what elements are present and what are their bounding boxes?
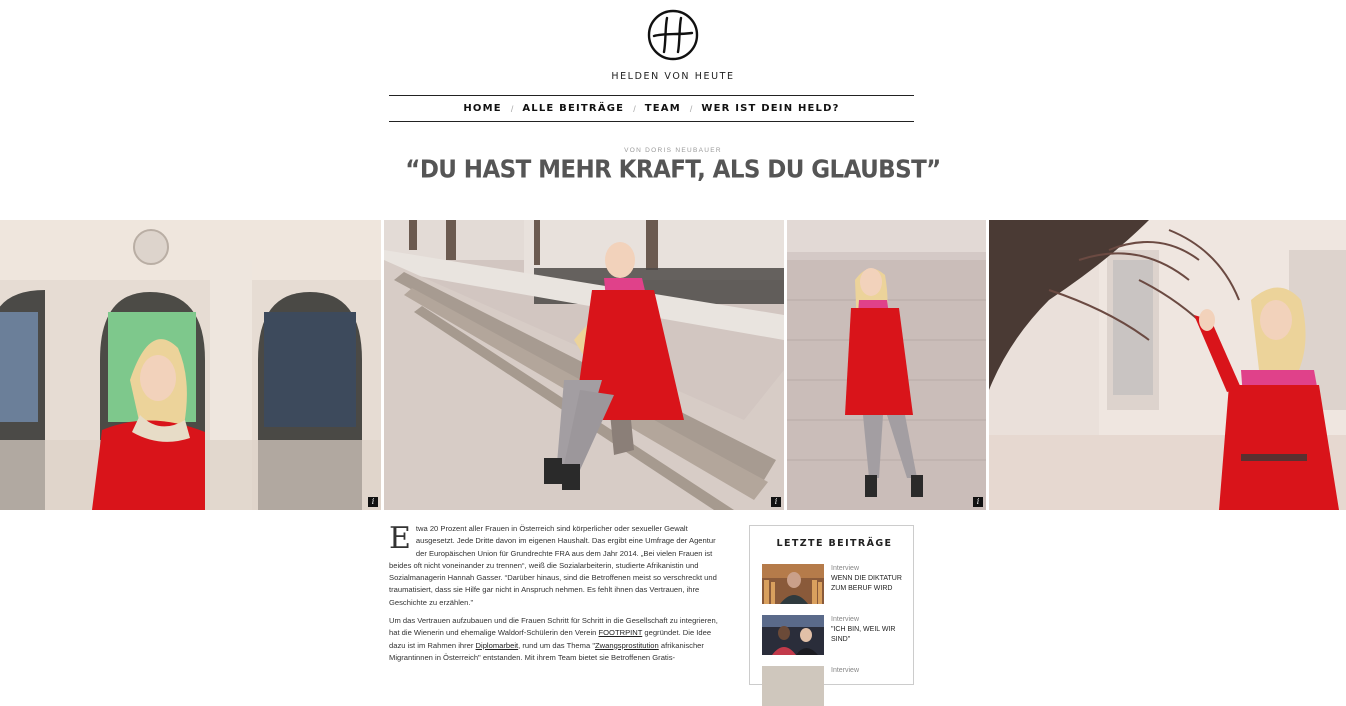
main-nav — [389, 95, 914, 122]
nav-hero[interactable]: WER IST DEIN HELD? — [701, 103, 840, 114]
paragraph-text: gegründet. Die Idee dazu ist im Rahmen ihrer — [389, 628, 712, 650]
recent-posts-widget — [749, 525, 914, 685]
post-thumbnail[interactable] — [762, 666, 824, 706]
gallery-photo-2[interactable] — [384, 220, 784, 510]
site-header — [0, 8, 1346, 82]
footprint-link[interactable]: FOOTRPINT — [598, 628, 643, 638]
article-title: “DU HAST MEHR KRAFT, ALS DU GLAUBST” — [405, 155, 941, 185]
nav-team[interactable]: TEAM — [644, 103, 681, 114]
paragraph-text: , rund um das Thema " — [518, 640, 596, 650]
nav-separator: / — [633, 103, 636, 114]
paragraph-text: Um das Vertrauen aufzubauen und die Frauen Schritt für Schritt in die Gesellschaft zu integrieren, hat die Wienerin und ehemalige Waldorf-Schülerin den Verein — [389, 616, 718, 638]
gallery-photo-4[interactable] — [989, 220, 1346, 510]
post-thumbnail[interactable] — [762, 564, 824, 604]
nav-separator: / — [689, 103, 693, 114]
zwangsprostitution-link[interactable]: Zwangsprostitution — [595, 640, 659, 650]
article-paragraph: twa 20 Prozent aller Frauen in Österreich sind körperlicher oder sexueller Gewalt ausgesetzt. Jede Dritte davon im eigenen Haushalt. Das ergibt eine Umfrage der Agentur der Europäischen Union für Grundrechte FRA aus dem Jahr 2014. „Bei vielen Frauen ist beides oft nicht voneinander zu trennen“, weiß die Sozialarbeiterin, studierte Afrikanistin und Sozialmanagerin Hannah Gasser. “Darüber hinaus, sind die Betroffenen meist so verschreckt und traumatisiert, dass sie Hilfe gar nicht in Anspruch nehmen. Es fehlt ihnen das Vertrauen, ihre Geschichte zu erzählen.” — [389, 524, 717, 607]
gallery-photo-3[interactable] — [787, 220, 986, 510]
recent-post[interactable] — [762, 564, 907, 604]
article-dropcap: E — [389, 521, 411, 556]
recent-post[interactable] — [762, 615, 907, 655]
post-category[interactable]: Interview — [831, 616, 860, 623]
site-logo[interactable] — [646, 8, 700, 62]
article-body — [389, 523, 726, 670]
post-title[interactable]: "ICH BIN, WEIL WIR SIND" — [831, 626, 896, 643]
article-byline[interactable]: VON DORIS NEUBAUER — [624, 147, 722, 154]
nav-all-posts[interactable]: ALLE BEITRÄGE — [522, 103, 625, 114]
gallery-photo-1[interactable] — [0, 220, 381, 510]
site-name[interactable]: HELDEN VON HEUTE — [611, 71, 735, 82]
recent-post[interactable] — [762, 666, 907, 706]
diplomarbeit-link[interactable]: Diplomarbeit — [475, 640, 519, 650]
widget-title: LETZTE BEITRÄGE — [776, 538, 893, 549]
nav-separator: / — [510, 103, 514, 114]
post-title[interactable]: WENN DIE DIKTATUR ZUM BERUF WIRD — [831, 575, 902, 592]
photo-info-icon[interactable]: i — [771, 497, 781, 507]
photo-info-icon[interactable]: i — [368, 497, 378, 507]
post-thumbnail[interactable] — [762, 615, 824, 655]
paragraph-text: afrikanischer Migrantinnen in Österreich" entstanden. Mit ihrem Team bietet sie Betroffenen Gratis- — [389, 640, 704, 662]
post-category[interactable]: Interview — [831, 565, 860, 572]
nav-home[interactable]: HOME — [463, 103, 502, 114]
post-category[interactable]: Interview — [831, 667, 860, 674]
photo-info-icon[interactable]: i — [973, 497, 983, 507]
article-paragraph — [389, 615, 726, 664]
